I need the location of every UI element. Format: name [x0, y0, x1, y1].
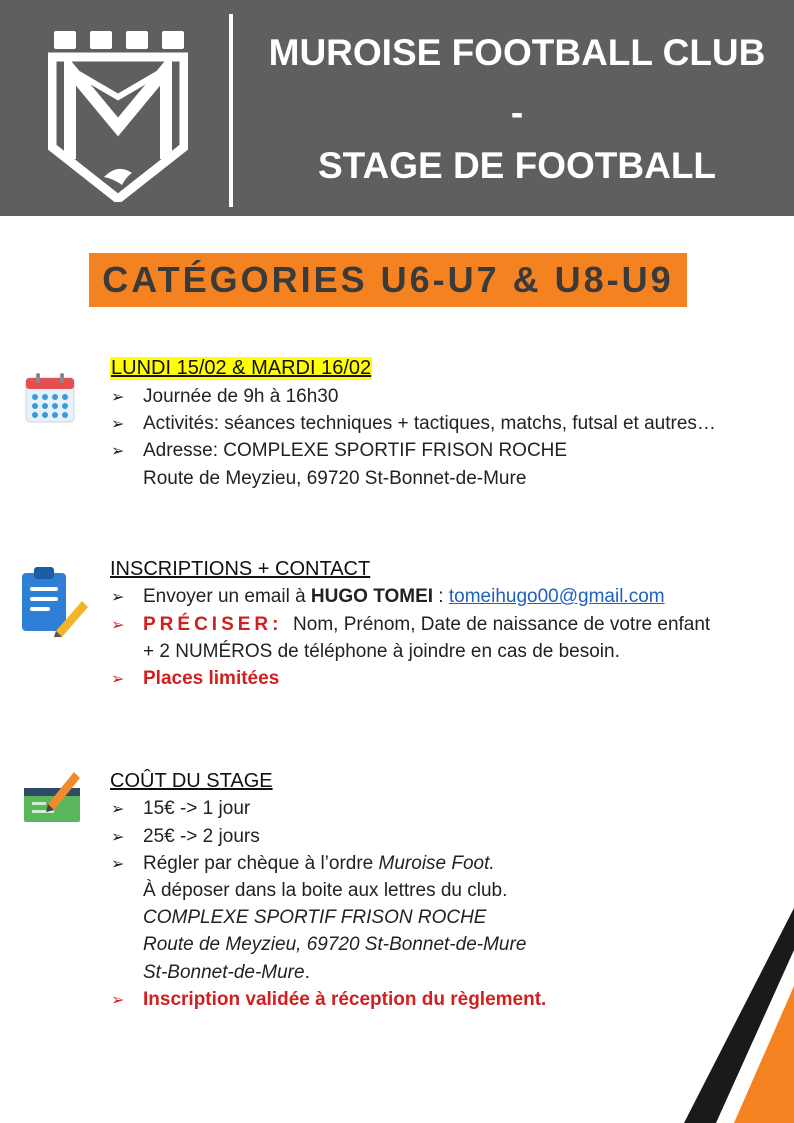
- preciser-item: ➢ PRÉCISER: Nom, Prénom, Date de naissance de votre enfant: [111, 613, 710, 638]
- cost-heading: COÛT DU STAGE: [110, 770, 273, 792]
- contact-email-link[interactable]: tomeihugo00@gmail.com: [448, 586, 665, 607]
- header-banner: [0, 0, 794, 216]
- arrow-bullet-icon: ➢: [111, 829, 125, 846]
- title-separator: -: [510, 92, 524, 133]
- arrow-bullet-icon: ➢: [111, 856, 125, 873]
- arrow-bullet-icon: ➢: [111, 443, 125, 460]
- club-crest-logo: [48, 27, 188, 202]
- deposit-address-3: St-Bonnet-de-Mure.: [143, 962, 310, 983]
- address-line-2: Route de Meyzieu, 69720 St-Bonnet-de-Mure: [143, 468, 527, 489]
- deposit-address-1: COMPLEXE SPORTIF FRISON ROCHE: [143, 907, 487, 928]
- decorative-stripes: [684, 908, 794, 1123]
- schedule-item: ➢ Journée de 9h à 16h30: [111, 385, 338, 410]
- clipboard-pencil-icon: [20, 565, 90, 637]
- club-name: MUROISE FOOTBALL CLUB: [268, 32, 766, 73]
- card-pencil-icon: [24, 770, 82, 824]
- preciser-label: PRÉCISER:: [143, 614, 283, 635]
- event-title: STAGE DE FOOTBALL: [317, 145, 717, 186]
- arrow-bullet-icon: ➢: [111, 801, 125, 818]
- header-divider: [229, 14, 233, 207]
- deposit-address-2: Route de Meyzieu, 69720 St-Bonnet-de-Mure: [143, 934, 527, 955]
- preciser-line-2: + 2 NUMÉROS de téléphone à joindre en cas de besoin.: [143, 641, 620, 662]
- price-two-days: ➢ 25€ -> 2 jours: [111, 825, 260, 850]
- calendar-icon: [24, 372, 76, 424]
- payment-item: ➢ Régler par chèque à l’ordre Muroise Foot.: [111, 852, 495, 877]
- deposit-line: À déposer dans la boite aux lettres du club.: [143, 880, 508, 901]
- places-item: ➢ Places limitées: [111, 667, 279, 692]
- inscriptions-heading: INSCRIPTIONS + CONTACT: [110, 558, 371, 580]
- contact-name: HUGO TOMEI: [310, 586, 434, 607]
- arrow-bullet-icon: ➢: [111, 416, 125, 433]
- arrow-bullet-icon: ➢: [111, 671, 125, 688]
- arrow-bullet-icon: ➢: [111, 389, 125, 406]
- arrow-bullet-icon: ➢: [111, 589, 125, 606]
- email-item: ➢ Envoyer un email à HUGO TOMEI : tomeihugo00@gmail.com: [111, 585, 665, 610]
- validation-item: ➢ Inscription validée à réception du règlement.: [111, 988, 546, 1013]
- arrow-bullet-icon: ➢: [111, 992, 125, 1009]
- price-one-day: ➢ 15€ -> 1 jour: [111, 797, 250, 822]
- arrow-bullet-icon: ➢: [111, 617, 125, 634]
- address-item: ➢ Adresse: COMPLEXE SPORTIF FRISON ROCHE: [111, 439, 567, 464]
- activities-item: ➢ Activités: séances techniques + tactiques, matchs, futsal et autres…: [111, 412, 716, 437]
- dates-heading: LUNDI 15/02 & MARDI 16/02: [111, 357, 372, 379]
- categories-banner: CATÉGORIES U6-U7 & U8-U9: [89, 253, 687, 307]
